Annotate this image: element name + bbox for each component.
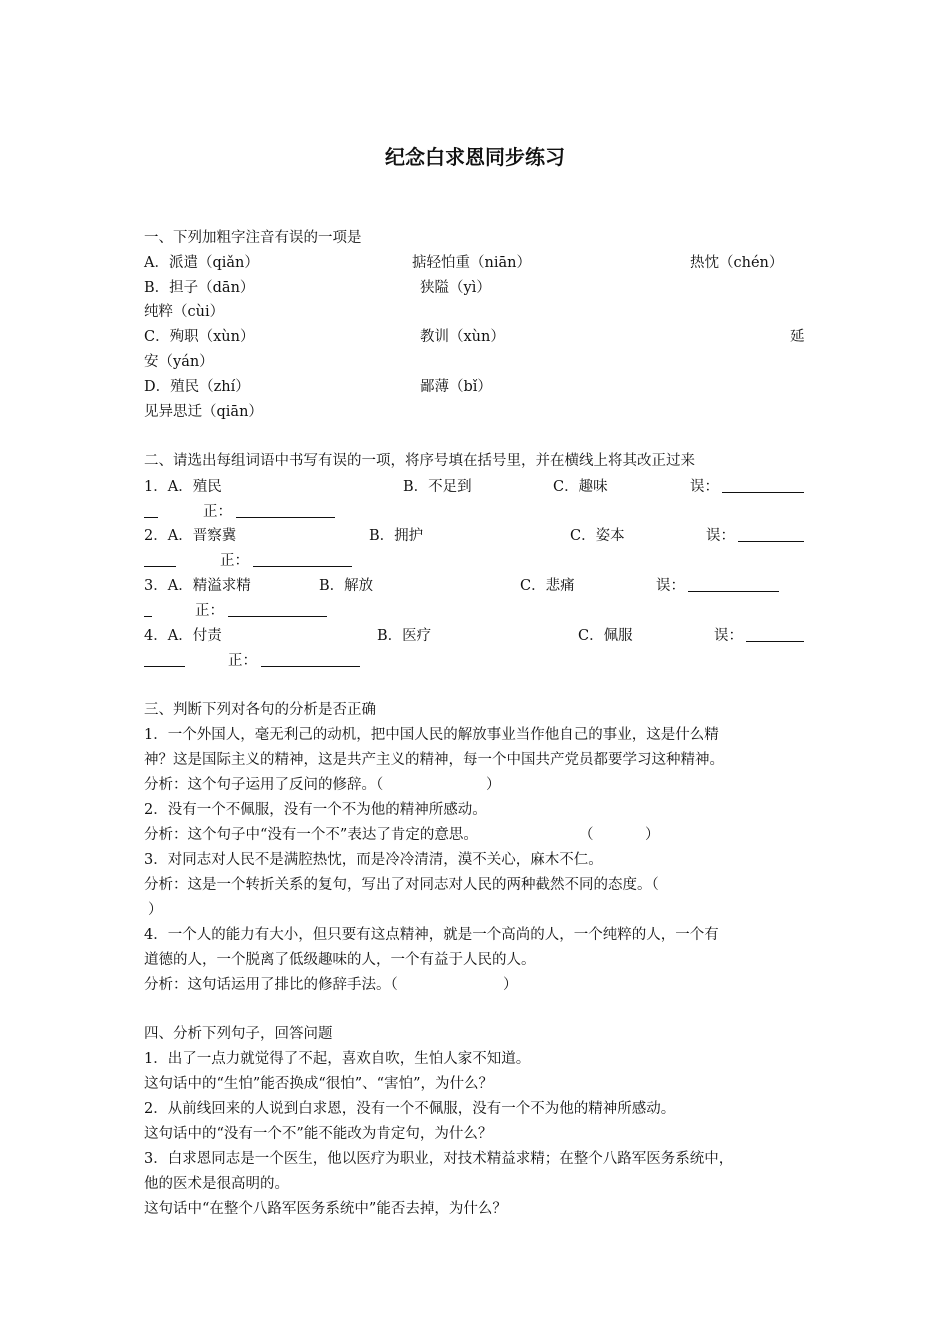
q3-item1-line2: 神？这是国际主义的精神，这是共产主义的精神，每一个中国共产党员都要学习这种精神。 [144, 752, 724, 768]
q1-option-d2: 鄙薄（bǐ） [420, 379, 492, 395]
q1-option-b3: 纯粹（cùi） [144, 304, 225, 320]
page-title: 纪念白求恩同步练习 [385, 145, 565, 169]
q2-row1-wrong-label: 误： [690, 479, 719, 495]
q3-item3-line1: 3．对同志对人民不是满腔热忱，而是冷冷清清，漠不关心，麻木不仁。 [144, 852, 603, 868]
q2-row2-correct-blank[interactable] [253, 552, 352, 567]
q3-item1-line1: 1．一个外国人，毫无利己的动机，把中国人民的解放事业当作他自己的事业，这是什么精 [144, 727, 719, 743]
q2-row3-a: 3．A．精溢求精 [144, 578, 251, 594]
q2-row2-wrong-label: 误： [706, 528, 735, 544]
q2-row4-wrong-label: 误： [714, 628, 743, 644]
q2-row4-wrong-blank[interactable] [746, 627, 804, 642]
q2-row3-wrong-blank-cont [144, 602, 152, 617]
q4-item3-sentence-line2: 他的医术是很高明的。 [144, 1176, 289, 1192]
q3-item2-answer-close: ） [645, 827, 660, 843]
q3-item4-answer-close[interactable]: ） [503, 977, 518, 993]
q1-option-a3: 热忱（chén） [690, 255, 784, 271]
q2-row2-correct-label: 正： [220, 553, 249, 569]
q2-row1-a: 1．A．殖民 [144, 479, 222, 495]
q1-option-c3-start: 延 [790, 329, 805, 345]
q3-item1-answer-close[interactable]: ） [486, 777, 501, 793]
q1-option-a1: A．派遣（qiǎn） [144, 255, 259, 271]
q4-item1-sentence: 1．出了一点力就觉得了不起，喜欢自吹，生怕人家不知道。 [144, 1051, 531, 1067]
q4-item3-question: 这句话中“在整个八路军医务系统中”能否去掉，为什么？ [144, 1201, 507, 1217]
q2-row1-correct-label: 正： [203, 504, 232, 520]
q2-row4-b: B．医疗 [377, 628, 432, 644]
q2-row3-c: C．悲痛 [520, 578, 575, 594]
q4-item1-question: 这句话中的“生怕”能否换成“很怕”、“害怕”，为什么？ [144, 1076, 493, 1092]
q2-row4-a: 4．A．付责 [144, 628, 222, 644]
q2-row3-wrong-blank[interactable] [688, 577, 779, 592]
q2-row1-correct-blank[interactable] [236, 503, 335, 518]
q2-row4-wrong-blank-cont [144, 652, 185, 667]
q1-option-c3-end: 安（yán） [144, 354, 214, 370]
q3-item2-analysis: 分析：这个句子中“没有一个不”表达了肯定的意思。 [144, 827, 478, 843]
q2-row4-correct-label: 正： [228, 653, 257, 669]
q3-item2-line1: 2．没有一个不佩服，没有一个不为他的精神所感动。 [144, 802, 487, 818]
q4-heading: 四、分析下列句子，回答问题 [144, 1026, 333, 1042]
q4-item2-sentence: 2．从前线回来的人说到白求恩，没有一个不佩服，没有一个不为他的精神所感动。 [144, 1101, 676, 1117]
q2-row4-correct-blank[interactable] [261, 652, 360, 667]
q4-item2-question: 这句话中的“没有一个不”能不能改为肯定句，为什么？ [144, 1126, 493, 1142]
q1-option-d1: D．殖民（zhí） [144, 379, 250, 395]
q3-item1-analysis: 分析：这个句子运用了反问的修辞。（ [144, 777, 384, 793]
q2-heading: 二、请选出每组词语中书写有误的一项，将序号填在括号里，并在横线上将其改正过来 [144, 453, 695, 469]
q2-row2-a: 2．A．晋察冀 [144, 528, 237, 544]
q2-row1-b: B．不足到 [403, 479, 472, 495]
q3-item3-answer-close[interactable]: ） [148, 902, 163, 918]
q1-option-b2: 狭隘（yì） [420, 280, 491, 296]
q3-item4-analysis: 分析：这句话运用了排比的修辞手法。（ [144, 977, 398, 993]
q3-item4-line2: 道德的人，一个脱离了低级趣味的人，一个有益于人民的人。 [144, 952, 536, 968]
q2-row1-c: C．趣味 [553, 479, 608, 495]
q3-item2-answer-open[interactable]: （ [579, 827, 594, 843]
q2-row3-b: B．解放 [319, 578, 374, 594]
q3-item4-line1: 4．一个人的能力有大小，但只要有这点精神，就是一个高尚的人，一个纯粹的人，一个有 [144, 927, 719, 943]
q3-heading: 三、判断下列对各句的分析是否正确 [144, 702, 376, 718]
q2-row1-wrong-blank[interactable] [722, 478, 804, 493]
q1-option-a2: 掂轻怕重（niān） [412, 255, 531, 271]
q2-row2-c: C．姿本 [570, 528, 625, 544]
q2-row4-c: C．佩服 [578, 628, 633, 644]
q2-row2-wrong-blank[interactable] [738, 527, 804, 542]
q2-row3-correct-label: 正： [195, 603, 224, 619]
q2-row3-correct-blank[interactable] [228, 602, 327, 617]
q2-row3-wrong-label: 误： [656, 578, 685, 594]
q1-option-b1: B．担子（dān） [144, 280, 255, 296]
q2-row1-wrong-blank-cont [144, 503, 158, 518]
q2-row2-b: B．拥护 [369, 528, 424, 544]
q1-heading: 一、下列加粗字注音有误的一项是 [144, 230, 362, 246]
q2-row2-wrong-blank-cont [144, 552, 176, 567]
q3-item3-analysis: 分析：这是一个转折关系的复句，写出了对同志对人民的两种截然不同的态度。（ [144, 877, 659, 893]
q4-item3-sentence-line1: 3．白求恩同志是一个医生，他以医疗为职业，对技术精益求精；在整个八路军医务系统中， [144, 1151, 734, 1167]
q1-option-d3: 见异思迁（qiān） [144, 404, 263, 420]
q1-option-c1: C．殉职（xùn） [144, 329, 255, 345]
q1-option-c2: 教训（xùn） [420, 329, 505, 345]
